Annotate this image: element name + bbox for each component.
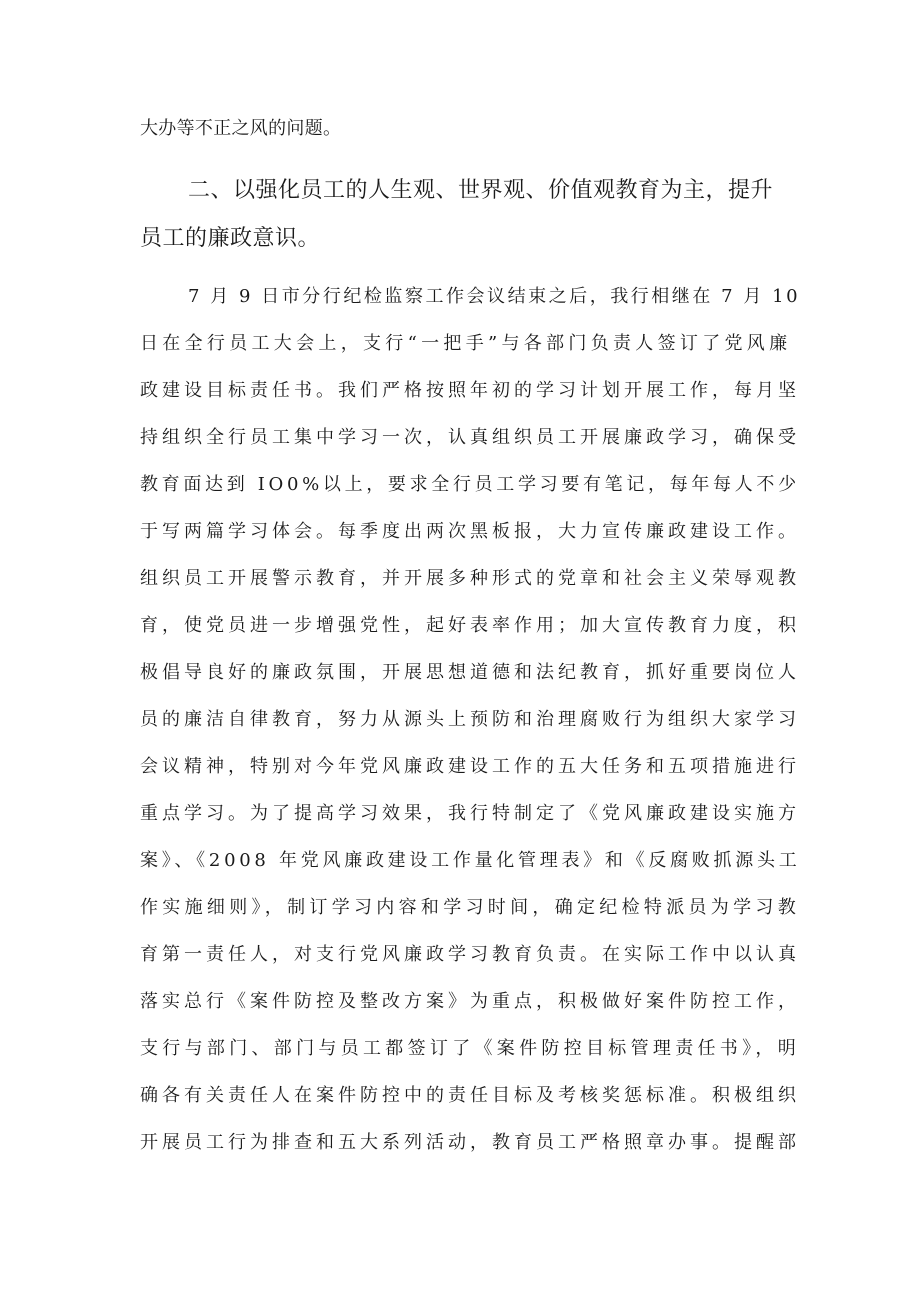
- paragraph-line: 7 月 9 日市分行纪检监察工作会议结束之后，我行相继在 7 月 10: [188, 286, 801, 307]
- paragraph-line: 育，使党员进一步增强党性，起好表率作用；加大宣传教育力度，积: [140, 615, 800, 636]
- paragraph-line: 案》、《2008 年党风廉政建设工作量化管理表》和《反腐败抓源头工: [140, 850, 801, 871]
- intro-fragment: 大办等不正之风的问题。: [140, 118, 342, 139]
- paragraph-line: 员的廉洁自律教育，努力从源头上预防和治理腐败行为组织大家学习: [140, 709, 800, 730]
- section-heading-line-1: 二、以强化员工的人生观、世界观、价值观教育为主，提升: [188, 178, 774, 203]
- paragraph-line: 支行与部门、部门与员工都签订了《案件防控目标管理责任书》，明: [140, 1038, 800, 1059]
- paragraph-line: 落实总行《案件防控及整改方案》为重点，积极做好案件防控工作，: [140, 991, 800, 1012]
- paragraph-line: 作实施细则》，制订学习内容和学习时间，确定纪检特派员为学习教: [140, 897, 800, 918]
- paragraph-line: 开展员工行为排查和五大系列活动，教育员工严格照章办事。提醒部: [140, 1132, 800, 1153]
- paragraph-line: 教育面达到 IO0%以上，要求全行员工学习要有笔记，每年每人不少: [140, 474, 800, 495]
- paragraph-line: 确各有关责任人在案件防控中的责任目标及考核奖惩标准。积极组织: [140, 1085, 800, 1106]
- section-heading-line-2: 员工的廉政意识。: [140, 226, 321, 251]
- paragraph-line: 持组织全行员工集中学习一次，认真组织员工开展廉政学习，确保受: [140, 427, 800, 448]
- paragraph-line: 会议精神，特别对今年党风廉政建设工作的五大任务和五项措施进行: [140, 756, 800, 777]
- paragraph-line: 育第一责任人，对支行党风廉政学习教育负责。在实际工作中以认真: [140, 944, 800, 965]
- paragraph-line: 政建设目标责任书。我们严格按照年初的学习计划开展工作，每月坚: [140, 380, 800, 401]
- paragraph-line: 日在全行员工大会上，支行“一把手”与各部门负责人签订了党风廉: [140, 333, 792, 354]
- paragraph-line: 重点学习。为了提高学习效果，我行特制定了《党风廉政建设实施方: [140, 803, 800, 824]
- paragraph-line: 组织员工开展警示教育，并开展多种形式的党章和社会主义荣辱观教: [140, 568, 800, 589]
- paragraph-line: 极倡导良好的廉政氛围，开展思想道德和法纪教育，抓好重要岗位人: [140, 662, 800, 683]
- paragraph-line: 于写两篇学习体会。每季度出两次黑板报，大力宣传廉政建设工作。: [140, 521, 800, 542]
